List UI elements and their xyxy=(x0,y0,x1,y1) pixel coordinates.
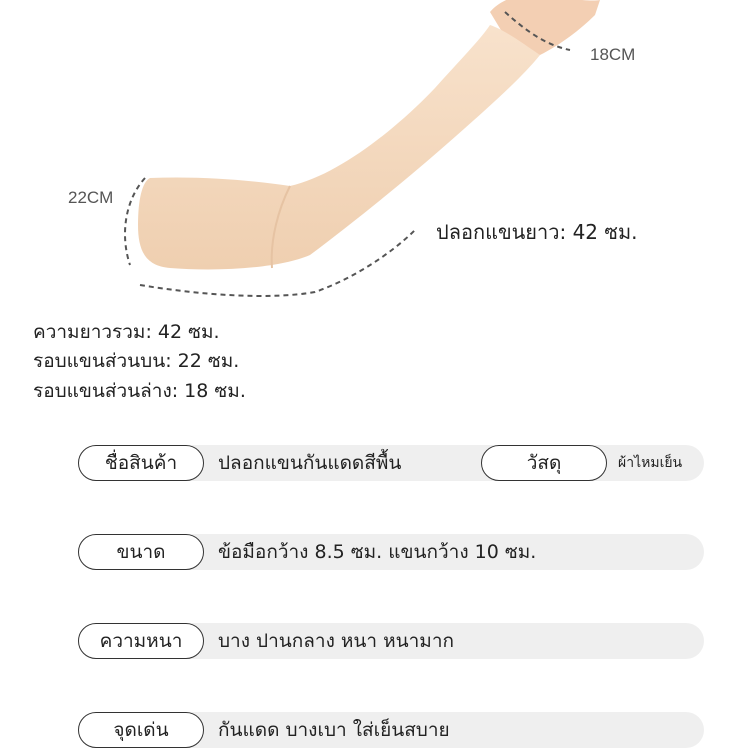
thickness-label: ความหนา xyxy=(78,623,204,659)
material-label: วัสดุ xyxy=(481,445,607,481)
product-name-label: ชื่อสินค้า xyxy=(78,445,204,481)
highlights-value: กันแดด บางเบา ใส่เย็นสบาย xyxy=(218,719,450,741)
spec-lower-circumference: รอบแขนส่วนล่าง: 18 ซม. xyxy=(33,380,246,402)
product-name-value: ปลอกแขนกันแดดสีพื้น xyxy=(218,452,402,474)
wrist-measurement: 18CM xyxy=(590,45,636,64)
size-value: ข้อมือกว้าง 8.5 ซม. แขนกว้าง 10 ซม. xyxy=(218,541,537,563)
highlights-label: จุดเด่น xyxy=(78,712,204,748)
size-label: ขนาด xyxy=(78,534,204,570)
upper-arm-measurement: 22CM xyxy=(68,188,114,207)
arm-sleeve-illustration xyxy=(0,0,750,320)
thickness-value: บาง ปานกลาง หนา หนามาก xyxy=(218,630,454,652)
sleeve-length-label: ปลอกแขนยาว: 42 ซม. xyxy=(436,220,638,244)
material-value: ผ้าไหมเย็น xyxy=(618,455,683,471)
spec-upper-circumference: รอบแขนส่วนบน: 22 ซม. xyxy=(33,350,240,372)
spec-total-length: ความยาวรวม: 42 ซม. xyxy=(33,321,220,343)
